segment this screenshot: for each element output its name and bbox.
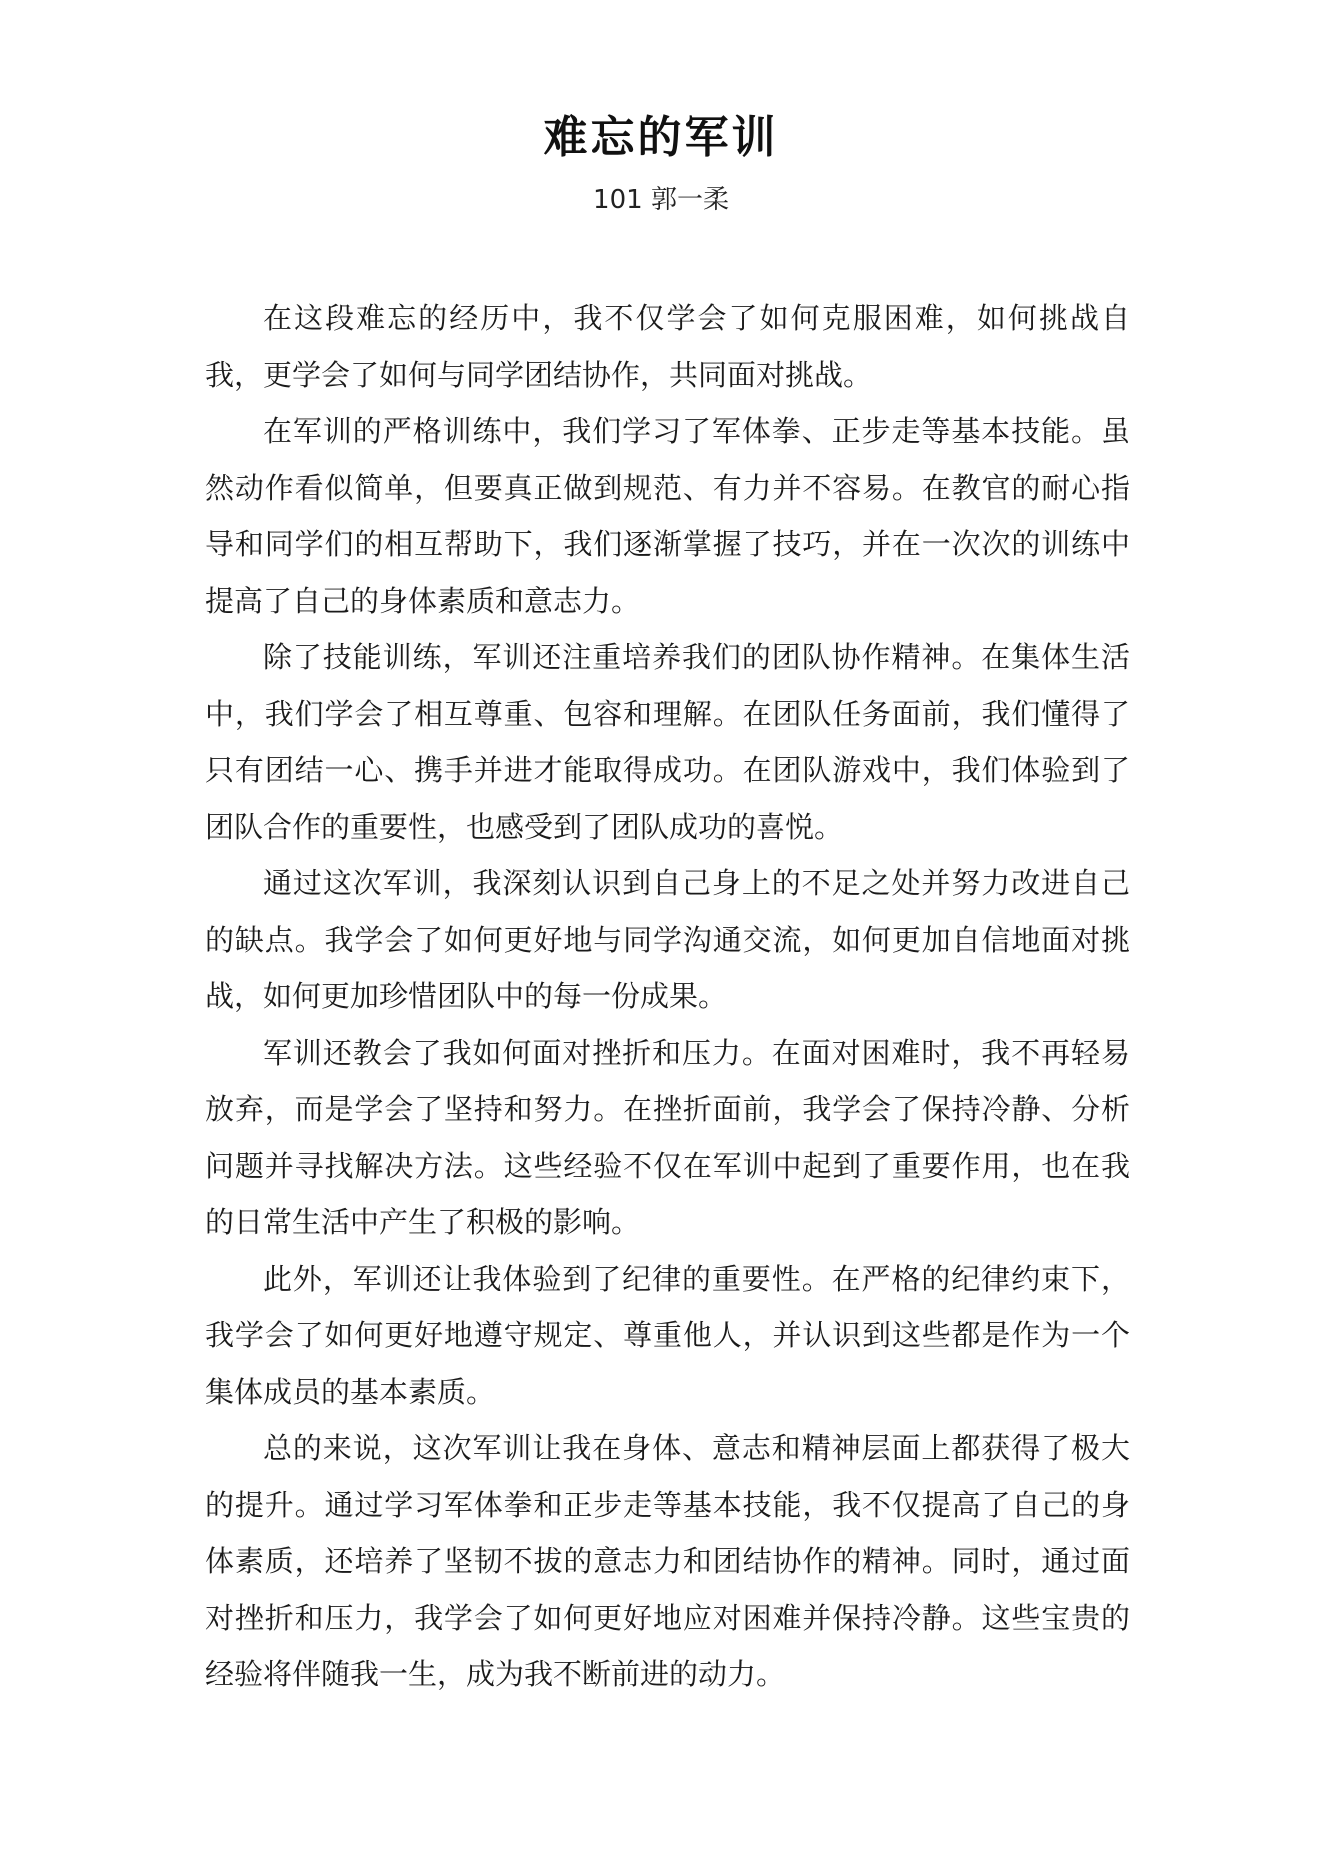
body-paragraph: 在军训的严格训练中，我们学习了军体拳、正步走等基本技能。虽然动作看似简单，但要真正做到规范、有力并不容易。在教官的耐心指导和同学们的相互帮助下，我们逐渐掌握了技巧，并在一次次的训练中提高了自己的身体素质和意志力。 — [205, 414, 1130, 618]
body-paragraph: 总的来说，这次军训让我在身体、意志和精神层面上都获得了极大的提升。通过学习军体拳和正步走等基本技能，我不仅提高了自己的身体素质，还培养了坚韧不拔的意志力和团结协作的精神。同时，通过面对挫折和压力，我学会了如何更好地应对困难并保持冷静。这些宝贵的经验将伴随我一生，成为我不断前进的动力。 — [205, 1431, 1130, 1691]
body-paragraph: 此外，军训还让我体验到了纪律的重要性。在严格的纪律约束下，我学会了如何更好地遵守规定、尊重他人，并认识到这些都是作为一个集体成员的基本素质。 — [205, 1261, 1130, 1409]
body-paragraph: 除了技能训练，军训还注重培养我们的团队协作精神。在集体生活中，我们学会了相互尊重、包容和理解。在团队任务面前，我们懂得了只有团结一心、携手并进才能取得成功。在团队游戏中，我们体验到了团队合作的重要性，也感受到了团队成功的喜悦。 — [205, 640, 1130, 844]
body-paragraph: 军训还教会了我如何面对挫折和压力。在面对困难时，我不再轻易放弃，而是学会了坚持和努力。在挫折面前，我学会了保持冷静、分析问题并寻找解决方法。这些经验不仅在军训中起到了重要作用，也在我的日常生活中产生了积极的影响。 — [205, 1035, 1130, 1239]
document-body — [205, 290, 1130, 1703]
document-title: 难忘的军训 — [543, 112, 779, 163]
author-byline: 101 郭一柔 — [593, 185, 729, 215]
body-paragraph: 在这段难忘的经历中，我不仅学会了如何克服困难，如何挑战自我，更学会了如何与同学团结协作，共同面对挑战。 — [205, 301, 1130, 392]
body-paragraph: 通过这次军训，我深刻认识到自己身上的不足之处并努力改进自己的缺点。我学会了如何更好地与同学沟通交流，如何更加自信地面对挑战，如何更加珍惜团队中的每一份成果。 — [205, 866, 1130, 1013]
